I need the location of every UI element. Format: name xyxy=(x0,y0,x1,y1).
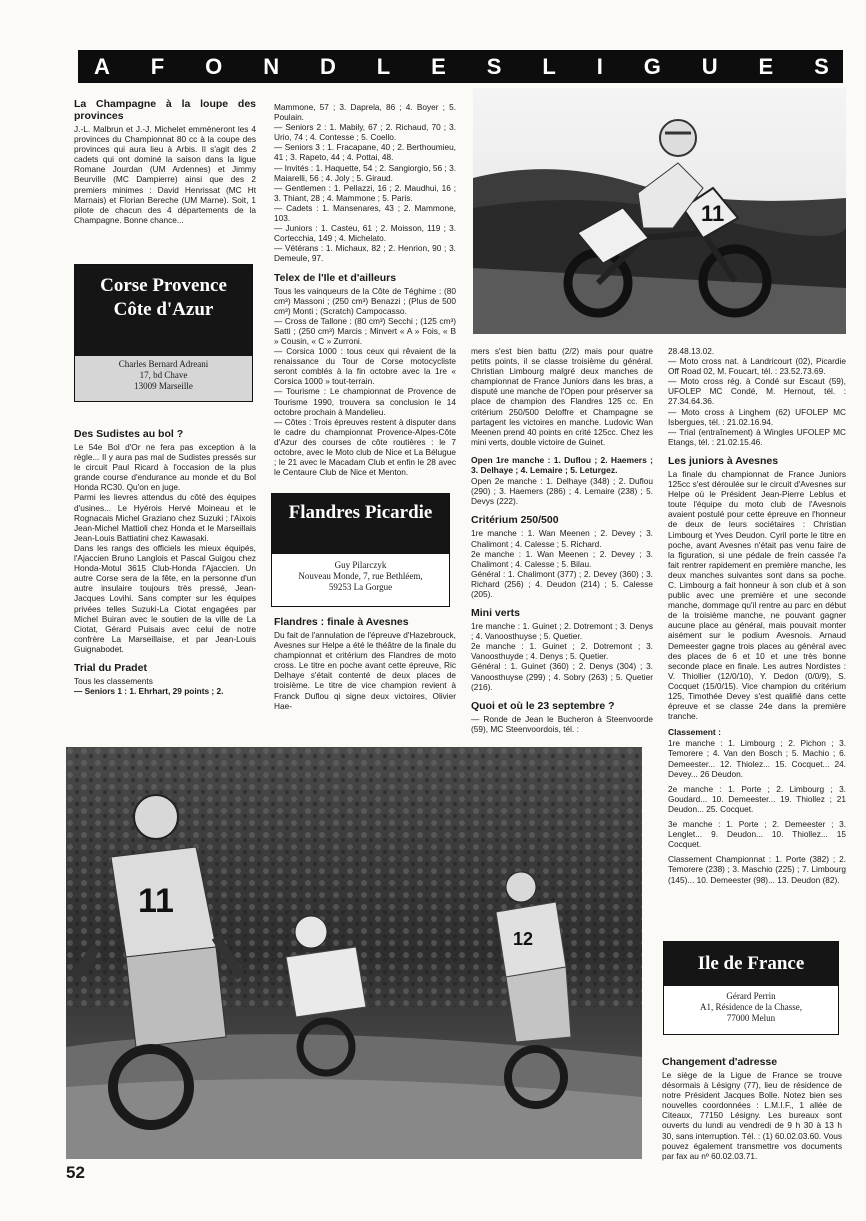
pradet-intro: Tous les classements xyxy=(74,675,153,686)
column-2-top xyxy=(274,102,456,477)
league-title: Ile de France xyxy=(664,942,838,986)
article-sudistes: Le 54e Bol d'Or ne fera pas exception à la règle... Il y aura pas mal de Sudistes pressés sur le circuit Paul Ricard à l'occasion de la plus grande course d'endurance au monde et du Bol Honda RC30. Qu'on en juge. xyxy=(74,442,256,493)
article-champagne: J.-L. Malbrun et J.-J. Michelet emmèneront les 4 provinces du Championnat 80 cc à la coupe des provinces qui aura lieu à Arbis. Il s'agit des 2 cadets qui ont dominé la saison dans la ligue Romane Jourdan (UM Ardennes) et Jimmy Beurville (MC Dampierre) ainsi que des 2 premiers minimes : David Henrissat (MC Ht Marnais) et Florian Bereche (UM Marne). Soit, 1 pilote de chacun des 4 départements de la Champagne. Bonne chance... xyxy=(74,124,256,225)
section-banner xyxy=(78,50,843,83)
mini-general: Général : 1. Guinet (360) ; 2. Denys (304) ; 3. Vanoosthuyse (299) ; 4. Sobry (263) ; 5. Quetier (216). xyxy=(471,661,653,692)
banner-letter: E xyxy=(758,53,774,79)
banner-letter: S xyxy=(814,53,829,79)
league-title: Flandres Picardie xyxy=(272,494,449,554)
column-4 xyxy=(668,346,846,885)
results-cadets: — Cadets : 1. Mansenares, 43 ; 2. Mammone, 103. xyxy=(274,202,456,224)
banner-letter: U xyxy=(701,53,718,79)
bib-number-left: 11 xyxy=(138,882,174,920)
banner-letter: N xyxy=(263,53,280,79)
results-seniors2: — Seniors 2 : 1. Mabily, 67 ; 2. Richaud, 70 ; 3. Urio, 74 ; 4. Contesse ; 5. Coello. xyxy=(274,122,456,143)
league-address xyxy=(75,356,252,401)
column-1-bottom xyxy=(74,424,256,696)
telex-cotes: — Côtes : Trois épreuves restent à disputer dans le cadre du championnat Provence-Alpes-Côte d'Azur des courses de côte routières : le 7 octobre, avec le Moto club de Nice et La Bélugue ; le 21 avec le Macadam Club et enfin le 28 avec le Centaure Club de Nice et Menton. xyxy=(274,416,456,478)
banner-letter: O xyxy=(205,53,223,79)
crit-manche-1: 1re manche : 1. Wan Meenen ; 2. Devey ; 3. Chalimont ; 4. Calesse ; 5. Richard. xyxy=(471,528,653,549)
telex-corsica: — Corsica 1000 : tous ceux qui rêvaient de la renaissance du Tour de Corse motocycliste seront comblés à la fin octobre avec la 1re « Corsica 1000 » tout-terrain. xyxy=(274,346,456,387)
photo-rider-jump xyxy=(473,88,846,334)
flandres-continued: mers s'est bien battu (2/2) mais pour quatre petits points, il se classe troisième du général. Christian Limbourg malgré deux manches de championnat de France Juniors dans les bras, a disputé une manche de l'Open pour préserver sa place de champion des Flandres 125 cc. En critérium 250/500 Deloffre et Champagne se partagent les victoires en manche. Ludovic Wan Meenen prend 40 points en crité 125cc. Chez les mini verts, double victoire de Guinet. xyxy=(471,346,653,447)
heading-pradet: Trial du Pradet xyxy=(74,661,147,674)
contact-city: 13009 Marseille xyxy=(134,381,193,391)
telex-intro: Tous les vainqueurs de la Côte de Téghime : (80 cm³) Massoni ; (250 cm³) Benazzi ; (Plus de 500 cm³) Monti ; (Scratch) Campocasso. xyxy=(274,285,456,316)
event-linghem: — Moto cross à Linghem (62) UFOLEP MC Isbergues, tél. : 21.02.16.94. xyxy=(668,406,846,427)
league-title: Corse Provence Côte d'Azur xyxy=(75,265,252,356)
banner-letter: F xyxy=(150,53,165,79)
results-line: Mammone, 57 ; 3. Daprela, 86 ; 4. Boyer ; 5. Poulain. xyxy=(274,102,456,123)
heading-champagne: La Champagne à la loupe des provinces xyxy=(74,98,256,122)
heading-criterium: Critérium 250/500 xyxy=(471,514,559,527)
photo-rider-jump-image xyxy=(473,88,846,334)
telex-tourisme: — Tourisme : Le championnat de Provence de Tourisme 1990, trouvera sa conclusion le 14 octobre prochain à Mandelieu. xyxy=(274,386,456,417)
results-juniors: — Juniors : 1. Casteu, 61 ; 2. Moisson, 119 ; 3. Cortecchia, 149 ; 4. Michelato. xyxy=(274,223,456,244)
page-number: 52 xyxy=(66,1163,85,1182)
column-4-bottom xyxy=(662,1050,842,1161)
article-juniors: La finale du championnat de France Juniors 125cc s'est déroulée sur le circuit d'Avesnes sur Helpe où le Président Jean-Pierre Leblus et toute l'équipe du moto club de l'Avesnois avaient postulé pour cette épreuve en l'honneur de deux de leurs sociétaires : Christian Limbourg et Yves Deudon. Cyril porte le titre en poche, avant Avesnes n'était pas venu faire de la figuration, si une pédale de frein cassée l'a fait rentrer rapidement en première manche, les deux manches suivantes sont dans sa poche. C. Limbourg a fait honneur à son club et à son public avec une première et une seconde manche, dommage qu'il rentre au parc en début de la troisième manche, ne pouvant gagner aucune place au général, mais pouvait monter aisément sur le podium Avesnois. Arnaud Demeester gagne trois places au général avec des places de 6 et 10 et une très bonne seconde place en finale. Les autres Nordistes : V. Thiollier (12/0/10), Y. Dedon (0/0/9), S. Cocquet (15/0/15). Vice champion du critérium 125, Timothée Devey s'est qualifié dans cette épreuve et se classe 24e dans la première tranche. xyxy=(668,468,846,722)
heading-telex: Telex de l'Ile et d'ailleurs xyxy=(274,271,397,284)
banner-letter: L xyxy=(376,53,391,79)
event-wingles: — Trial (entraînement) à Wingles UFOLEP MC Etangs, tél. : 21.02.15.46. xyxy=(668,426,846,447)
pradet-seniors1: — Seniors 1 : 1. Ehrhart, 29 points ; 2. xyxy=(74,686,224,697)
class-manche-2: 2e manche : 1. Porte ; 2. Limbourg ; 3. Goudard... 10. Demeester... 19. Thiollez ; 21 Deudon... 25. Cocquet. xyxy=(668,783,846,814)
league-box-corse xyxy=(74,264,253,402)
bib-number-right: 12 xyxy=(513,929,534,949)
banner-letter: I xyxy=(596,53,603,79)
article-sudistes-2: Parmi les lievres attendus du côté des équipes d'usines... Le Hyérois Hervé Moineau et le Rognacais Michel Graziano chez Suzuki ; l'Aixois Jean-Michel Mattioli chez Honda et le Marseillais Jean-Louis Battiatini chez Kawasaki. xyxy=(74,492,256,543)
league-address xyxy=(664,986,838,1034)
heading-classement: Classement : xyxy=(668,727,721,738)
banner-letter: G xyxy=(643,53,661,79)
league-box-idf xyxy=(663,941,839,1035)
event-landricourt: — Moto cross nat. à Landricourt (02), Picardie Off Road 02, M. Foucart, tél. : 23.52.73.69. xyxy=(668,356,846,377)
open-manche-1: Open 1re manche : 1. Duflou ; 2. Haemers ; 3. Delhaye ; 4. Lemaire ; 5. Leturgez. xyxy=(471,454,653,476)
class-manche-3: 3e manche : 1. Porte ; 2. Demeester ; 3. Lenglet... 9. Deudon... 10. Thiollez... 15 Cocquet. xyxy=(668,819,846,850)
contact-name: Charles Bernard Adreani xyxy=(118,359,209,369)
heading-adresse: Changement d'adresse xyxy=(662,1056,778,1068)
contact-street: Nouveau Monde, 7, rue Bethléem, xyxy=(298,571,423,581)
column-1-top xyxy=(74,92,256,225)
banner-letter: A xyxy=(94,53,110,79)
event-phone: 28.48.13.02. xyxy=(668,346,715,356)
banner-letter: D xyxy=(319,53,336,79)
results-seniors3: — Seniors 3 : 1. Fracapane, 40 ; 2. Berthoumieu, 41 ; 3. Rapeto, 44 ; 4. Pottai, 48. xyxy=(274,142,456,163)
contact-city: 77000 Melun xyxy=(726,1013,776,1023)
column-2-bottom xyxy=(274,614,456,711)
results-invites: — Invités : 1. Haquette, 54 ; 2. Sangiorgio, 56 ; 3. Maiarelli, 56 ; 4. Joly ; 5. Giraud. xyxy=(274,162,456,183)
heading-sudistes: Des Sudistes au bol ? xyxy=(74,428,184,440)
open-manche-2: Open 2e manche : 1. Delhaye (348) ; 2. Duflou (290) ; 3. Haemers (286) ; 4. Lemaire (238) ; 5. Devys (222). xyxy=(471,476,653,507)
class-manche-1: 1re manche : 1. Limbourg ; 2. Pichon ; 3. Temorere ; 4. Van den Bosch ; 5. Machio ; 6. Demeester... 12. Thiolez... 15. Cocquet... 24. Devey... 26 Deudon. xyxy=(668,738,846,779)
heading-mini-verts: Mini verts xyxy=(471,607,521,620)
results-veterans: — Vétérans : 1. Michaux, 82 ; 2. Henrion, 90 ; 3. Demeule, 97. xyxy=(274,243,456,264)
quoi-text: — Ronde de Jean le Bucheron à Steenvoorde (59), MC Steenvoordois, tél. : xyxy=(471,713,653,734)
banner-letter: E xyxy=(431,53,446,79)
contact-name: Guy Pilarczyk xyxy=(334,560,387,570)
crit-general: Général : 1. Chalimont (377) ; 2. Devey (360) ; 3. Richard (256) ; 4. Deudon (214) ; 5. Calesse (205). xyxy=(471,568,653,599)
heading-juniors: Les juniors à Avesnes xyxy=(668,454,779,467)
telex-tallone: — Cross de Tallone : (80 cm³) Secchi ; (125 cm³) Satti ; (250 cm³) Marcis ; Minvert « A » Fois, « B » Cousin, « C » Zurroni. xyxy=(274,315,456,346)
article-flandres: Du fait de l'annulation de l'épreuve d'Hazebrouck, Avesnes sur Helpe a été le théâtre de la finale du championnat et critérium des Flandres de moto cross. Le titre en poche avant cette épreuve, Ric Delhaye s'était contenté de deux places de troisième. Le titre de vice champion revient à Franck Duflou qi signe deux victoires, Olivier Hae- xyxy=(274,630,456,711)
plate-number: 11 xyxy=(701,201,725,226)
contact-city: 59253 La Gorgue xyxy=(328,582,393,592)
banner-letter: S xyxy=(486,53,502,79)
league-box-flandres xyxy=(271,493,450,607)
results-gentlemen: — Gentlemen : 1. Pellazzi, 16 ; 2. Maudhui, 16 ; 3. Thiant, 28 ; 4. Mammone ; 5. Paris. xyxy=(274,182,456,203)
mini-manche-2: 2e manche : 1. Guinet ; 2. Dotremont ; 3. Vanoosthuyde ; 4. Denys ; 5. Quetier. xyxy=(471,641,653,662)
column-3 xyxy=(471,346,653,734)
class-championnat: Classement Championnat : 1. Porte (382) ; 2. Temorere (238) ; 3. Maschio (225) ; 7. Limbourg (145)... 10. Demeester (98)... 13. Deudon (82). xyxy=(668,854,846,885)
heading-flandres: Flandres : finale à Avesnes xyxy=(274,616,409,628)
crit-manche-2: 2e manche : 1. Wan Meenen ; 2. Devey ; 3. Chalimont ; 4. Calesse ; 5. Bilau. xyxy=(471,548,653,569)
photo-race-mud-image xyxy=(66,747,642,1159)
league-address xyxy=(272,554,449,606)
photo-race-mud xyxy=(66,747,642,1159)
contact-name: Gérard Perrin xyxy=(726,991,776,1001)
article-adresse: Le siège de la Ligue de France se trouve désormais à Lésigny (77), lieu de résidence de notre Président Jacques Bolle. Notez bien ses nouvelles coordonnées : L.M.I.F., 1 allée de Citeaux, 77150 Lésigny. Les bureaux sont ouverts du lundi au vendredi de 9 h 30 à 13 h 30, sans interruption. Tél. : (1) 60.02.03.60. Vous pouvez également transmettre vos documents par fax au nº 60.02.03.71. xyxy=(662,1070,842,1161)
contact-street: A1, Résidence de la Chasse, xyxy=(700,1002,802,1012)
article-sudistes-3: Dans les rangs des officiels les mieux équipés, l'Ajaccien Bruno Langlois et Pascal Guigou chez Honda-Motul 3615 Club-Honda l'Ajaccien. Un autre Corse sera de la fête, en la personne d'un autre insulaire toujours très pressé, Jean-Jacques Lovihi. Sans compter sur les équipes privées telles Suzuki-La Ciotat engagées par Michel Buiran avec le soutien de la ville de La Ciotat, Gérard Puisais avec celui de notre confrère La Marseillaise, et par Jean-Louis Guignabodet. xyxy=(74,542,256,654)
mini-manche-1: 1re manche : 1. Guinet ; 2. Dotremont ; 3. Denys ; 4. Vanoosthuyse ; 5. Quetier. xyxy=(471,621,653,642)
heading-quoi: Quoi et où le 23 septembre ? xyxy=(471,699,615,712)
contact-street: 17, bd Chave xyxy=(139,370,188,380)
event-conde: — Moto cross rég. à Condé sur Escaut (59), UFOLEP MC Condé, M. Hernout, tél. : 27.34.64.36. xyxy=(668,376,846,407)
banner-letter: L xyxy=(542,53,556,79)
